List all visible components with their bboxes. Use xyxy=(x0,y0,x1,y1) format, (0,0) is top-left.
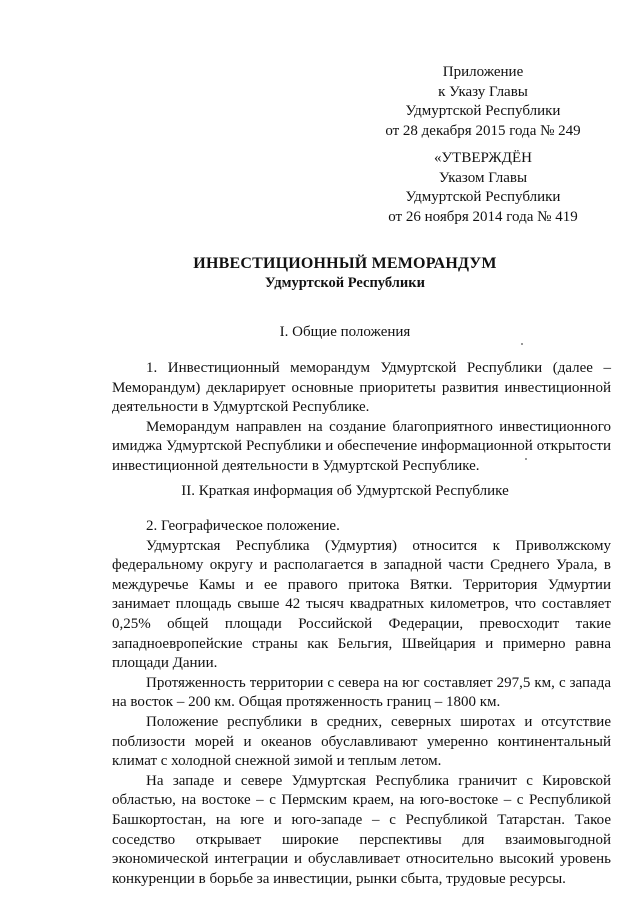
paragraph: Протяженность территории с севера на юг составляет 297,5 км, с запада на восток – 200 км. Общая протяженность границ – 1800 км. xyxy=(112,674,611,711)
paragraph: Меморандум направлен на создание благоприятного инвестиционного имиджа Удмуртской Республики и обеспечение информационной открытости инвестиционной деятельности в Удмуртской Республике. xyxy=(112,418,611,474)
appendix-line: к Указу Главы xyxy=(438,83,528,100)
paragraph: 1. Инвестиционный меморандум Удмуртской Республики (далее – Меморандум) декларирует основные приоритеты развития инвестиционной деятельности в Удмуртской Республике. xyxy=(112,360,611,416)
scan-speck xyxy=(521,343,523,345)
section-body xyxy=(112,517,611,889)
approval-line: Указом Главы xyxy=(438,169,528,186)
approval-line: Удмуртской Республики xyxy=(405,189,561,205)
section-heading: I. Общие положения xyxy=(279,324,411,340)
scan-speck xyxy=(525,458,527,460)
document-subtitle: Удмуртской Республики xyxy=(265,275,425,291)
approval-line: от 26 ноября 2014 года № 419 xyxy=(388,208,578,225)
appendix-line: Удмуртской Республики xyxy=(405,103,561,119)
section-body xyxy=(112,359,611,477)
appendix-block xyxy=(372,63,594,141)
appendix-line: от 28 декабря 2015 года № 249 xyxy=(385,122,581,139)
paragraph: На западе и севере Удмуртская Республика граничит с Кировской областью, на востоке – с Пермским краем, на юго-востоке – с Республикой Башкортостан, на юге и юго-западе – с Республикой Татарстан. Такое соседство открывает широкие перспективы для взаимовыгодной экономической интеграции и обуславливает относительно высокий уровень конкуренции в борьбе за инвестиции, рынки сбыта, трудовые ресурсы. xyxy=(112,772,611,887)
appendix-line: Приложение xyxy=(442,64,524,80)
document-title: ИНВЕСТИЦИОННЫЙ МЕМОРАНДУМ xyxy=(193,255,497,272)
approval-line: «УТВЕРЖДЁН xyxy=(434,150,532,166)
paragraph: Положение республики в средних, северных широтах и отсутствие поблизости морей и океанов обуславливают умеренно континентальный климат с холодной снежной зимой и теплым летом. xyxy=(112,713,611,770)
paragraph: 2. Географическое положение. xyxy=(146,518,340,534)
section-heading: II. Краткая информация об Удмуртской Республике xyxy=(181,483,509,499)
approval-block xyxy=(372,149,594,227)
paragraph: Удмуртская Республика (Удмуртия) относится к Приволжскому федеральному округу и располагается в западной части Среднего Урала, в междуречье Камы и ее правого притока Вятки. Территория Удмуртии занимает площадь свыше 42 тысяч квадратных километров, что составляет 0,25% общей площади Российской Федерации, превосходит такие западноевропейские страны как Бельгия, Швейцария и примерно равна площади Дании. xyxy=(112,537,611,672)
